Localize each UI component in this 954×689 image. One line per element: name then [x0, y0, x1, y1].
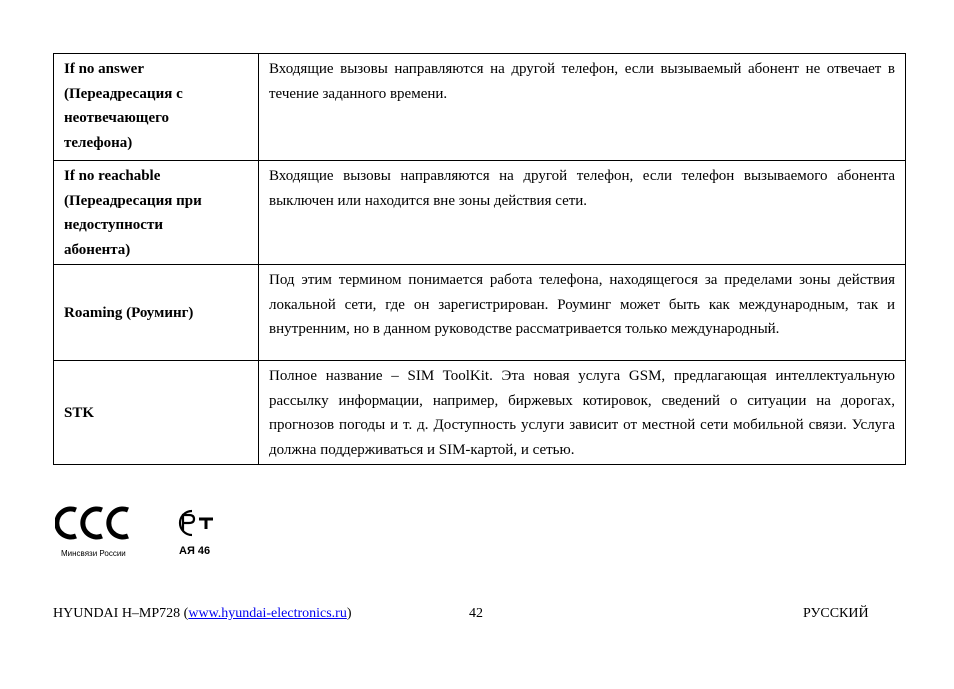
table-row [54, 361, 906, 465]
term-line: недоступности [64, 217, 163, 233]
term-cell [54, 361, 259, 465]
definition-cell: Входящие вызовы направляются на другой телефон, если вызываемый абонент не отвечает в течение заданного времени. [259, 54, 906, 161]
definition-cell: Полное название – SIM ToolKit. Эта новая услуга GSM, предлагающая интеллектуальную рассылку информации, например, биржевых котировок, сведений о ситуации на дорогах, прогнозов погоды и т. д. Доступность услуги зависит от местной сети мобильной связи. Услуга должна поддерживаться и SIM-картой, и сетью. [259, 361, 906, 465]
glossary-table [53, 53, 906, 465]
term-line: If no reachable [64, 168, 161, 184]
ccc-logo-icon [55, 505, 135, 541]
term-line: If no answer [64, 61, 145, 77]
term-cell [54, 265, 259, 361]
ccc-caption: Минсвязи России [61, 549, 126, 558]
term-cell [54, 161, 259, 265]
term-line: неотвечающего [64, 110, 170, 126]
table-row [54, 161, 906, 265]
table-row [54, 54, 906, 161]
term-cell [54, 54, 259, 161]
footer-language: РУССКИЙ [803, 606, 869, 621]
footer-model-prefix: HYUNDAI H–MP728 ( [53, 606, 189, 621]
definition-cell: Входящие вызовы направляются на другой телефон, если телефон вызываемого абонента выключен или находится вне зоны действия сети. [259, 161, 906, 265]
pct-caption: АЯ 46 [179, 545, 211, 557]
website-link[interactable]: www.hyundai-electronics.ru [188, 606, 347, 621]
term-line: Roaming (Роуминг) [64, 304, 194, 321]
term-line: (Переадресация при [64, 192, 202, 209]
footer-model [53, 606, 352, 622]
term-line: телефона) [64, 134, 133, 151]
page-number: 42 [469, 606, 483, 621]
term-line: STK [64, 404, 95, 421]
pct-logo-icon [175, 507, 219, 539]
footer-model-suffix: ) [346, 606, 352, 621]
term-line: абонента) [64, 241, 131, 258]
table-row [54, 265, 906, 361]
term-line: (Переадресация с [64, 85, 183, 102]
definition-cell: Под этим термином понимается работа телефона, находящегося за пределами зоны действия локальной сети, где он зарегистрирован. Роуминг может быть как международным, так и внутренним, но в данном руководстве рассматривается только международный. [259, 265, 906, 361]
